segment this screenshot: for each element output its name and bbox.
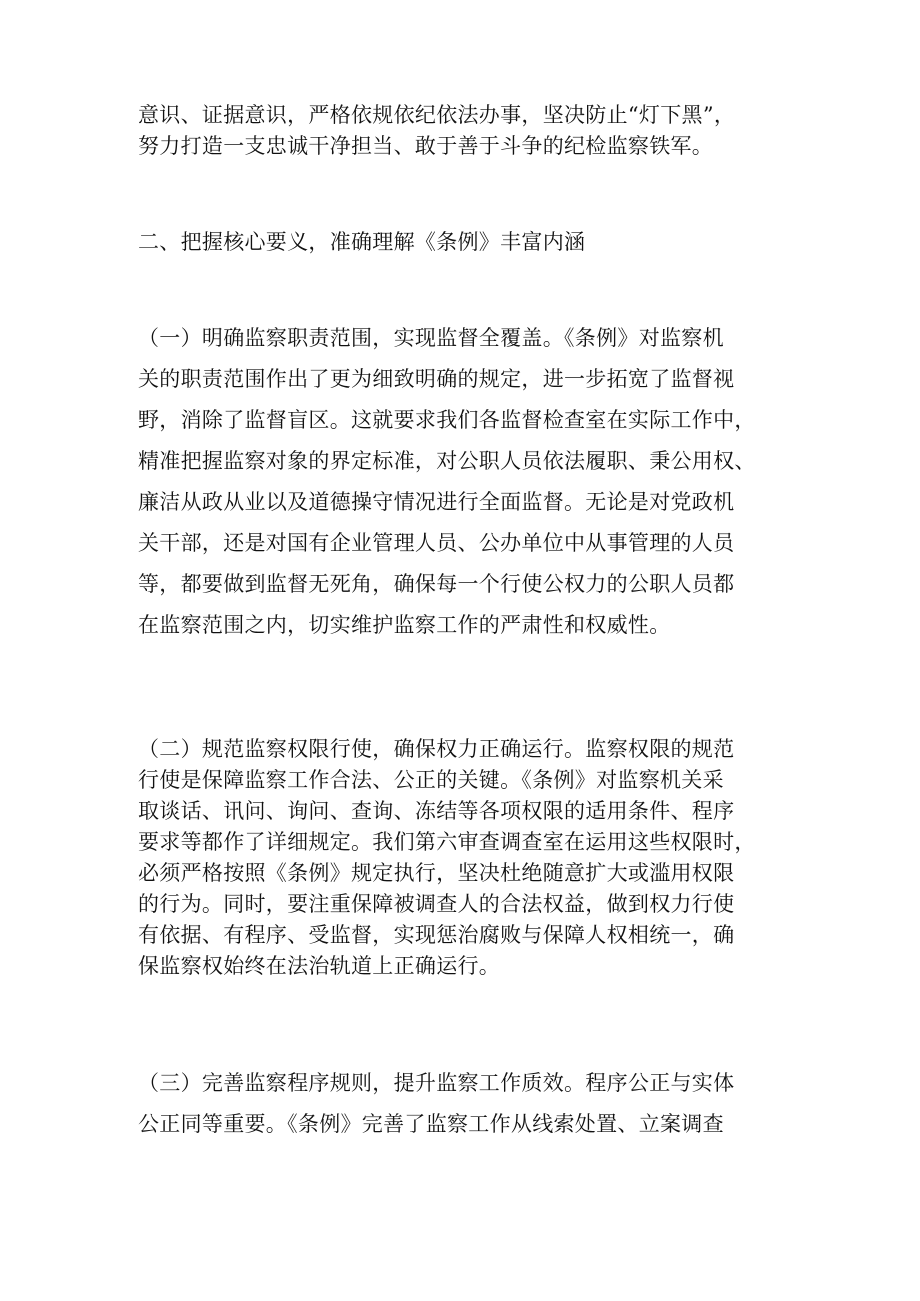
text-line: 的行为。同时，要注重保障被调查人的合法权益，做到权力行使: [138, 892, 735, 916]
text-line: 必须严格按照《条例》规定执行，坚决杜绝随意扩大或滥用权限: [138, 861, 735, 885]
intro-paragraph: [138, 100, 788, 162]
text-line: 精准把握监察对象的界定标准，对公职人员依法履职、秉公用权、: [138, 449, 756, 473]
text-line: （二）规范监察权限行使，确保权力正确运行。监察权限的规范: [138, 737, 735, 761]
heading-text: 二、把握核心要义，准确理解《条例》丰富内涵: [138, 230, 586, 254]
text-line: 意识、证据意识，严格依规依纪依法办事，坚决防止“灯下黑”，: [138, 103, 736, 127]
text-line: 野，消除了监督盲区。这就要求我们各监督检查室在实际工作中，: [138, 408, 756, 432]
text-line: 有依据、有程序、受监督，实现惩治腐败与保障人权相统一，确: [138, 923, 735, 947]
text-line: 关干部，还是对国有企业管理人员、公办单位中从事管理的人员: [138, 531, 735, 555]
text-line: 关的职责范围作出了更为细致明确的规定，进一步拓宽了监督视: [138, 367, 735, 391]
text-line: 要求等都作了详细规定。我们第六审查调查室在运用这些权限时，: [138, 830, 756, 854]
text-line: 廉洁从政从业以及道德操守情况进行全面监督。无论是对党政机: [138, 490, 735, 514]
text-line: 取谈话、讯问、询问、查询、冻结等各项权限的适用条件、程序: [138, 799, 735, 823]
paragraph-section-one: [138, 318, 788, 646]
section-heading: [138, 227, 788, 258]
text-line: 公正同等重要。《条例》完善了监察工作从线索处置、立案调查: [138, 1112, 724, 1136]
text-line: 在监察范围之内，切实维护监察工作的严肃性和权威性。: [138, 613, 671, 637]
text-line: 等，都要做到监督无死角，确保每一个行使公权力的公职人员都: [138, 572, 735, 596]
paragraph-section-three: [138, 1063, 788, 1145]
text-line: （三）完善监察程序规则，提升监察工作质效。程序公正与实体: [138, 1071, 735, 1095]
text-line: 保监察权始终在法治轨道上正确运行。: [138, 954, 501, 978]
text-line: （一）明确监察职责范围，实现监督全覆盖。《条例》对监察机: [138, 326, 724, 350]
paragraph-section-two: [138, 734, 788, 982]
text-line: 努力打造一支忠诚干净担当、敢于善于斗争的纪检监察铁军。: [138, 134, 714, 158]
text-line: 行使是保障监察工作合法、公正的关键。《条例》对监察机关采: [138, 768, 724, 792]
